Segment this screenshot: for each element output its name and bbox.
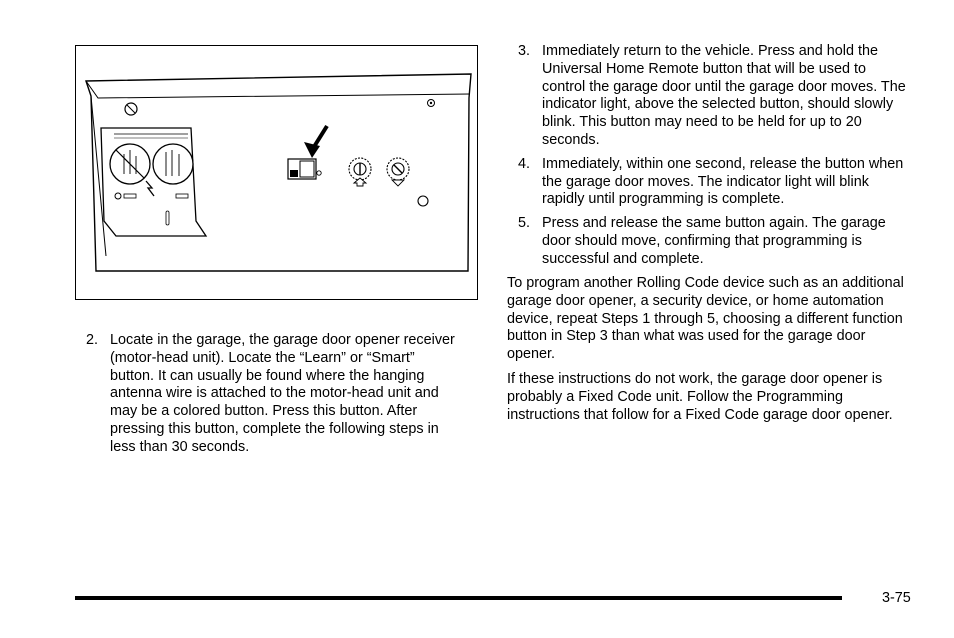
step-text: Immediately return to the vehicle. Press and hold the Universal Home Remote button that will be used to control the garage door until the garage door moves. The indicator light, above the selected button, should slowly blink. This button may need to be held for up to 20 seconds. (542, 43, 906, 148)
step-text: Locate in the garage, the garage door opener receiver (motor-head unit). Locate the “Learn” or “Smart” button. It can usually be found where the hanging antenna wire is attached to the motor-head unit and may be a colored button. Press this button. After pressing this button, complete the following steps in less than 30 seconds. (110, 332, 455, 455)
step-text: Immediately, within one second, release the button when the garage door moves. The indicator light will blink rapidly until programming is complete. (542, 155, 904, 208)
dome-lamp-panel (101, 128, 206, 236)
step-number: 4. (518, 155, 531, 172)
footer-rule (75, 596, 842, 600)
screw-icon (125, 103, 137, 115)
rolling-code-paragraph: To program another Rolling Code device such as an additional garage door opener, a security device, or home automation device, repeat Steps 1 through 5, choosing a different function button in Step 3 than what was used for the garage door opener. (507, 275, 904, 363)
step-list-left (86, 332, 458, 457)
step-text: Press and release the same button again. The garage door should move, confirming that programming is successful and complete. (542, 215, 886, 267)
page-number: 3-75 (882, 590, 911, 606)
step-number: 5. (518, 215, 531, 232)
step-number: 3. (518, 43, 531, 59)
list-item (518, 156, 913, 209)
list-item (86, 332, 458, 457)
step-number: 2. (86, 332, 99, 348)
step-list-right (518, 43, 913, 275)
list-item (518, 43, 913, 150)
garage-opener-illustration (75, 45, 478, 300)
overhead-console-drawing (76, 46, 479, 301)
fixed-code-paragraph: If these instructions do not work, the garage door opener is probably a Fixed Code unit. Follow the Programming instructions that follow for a Fixed Code garage door opener. (507, 371, 893, 423)
list-item (518, 215, 913, 268)
